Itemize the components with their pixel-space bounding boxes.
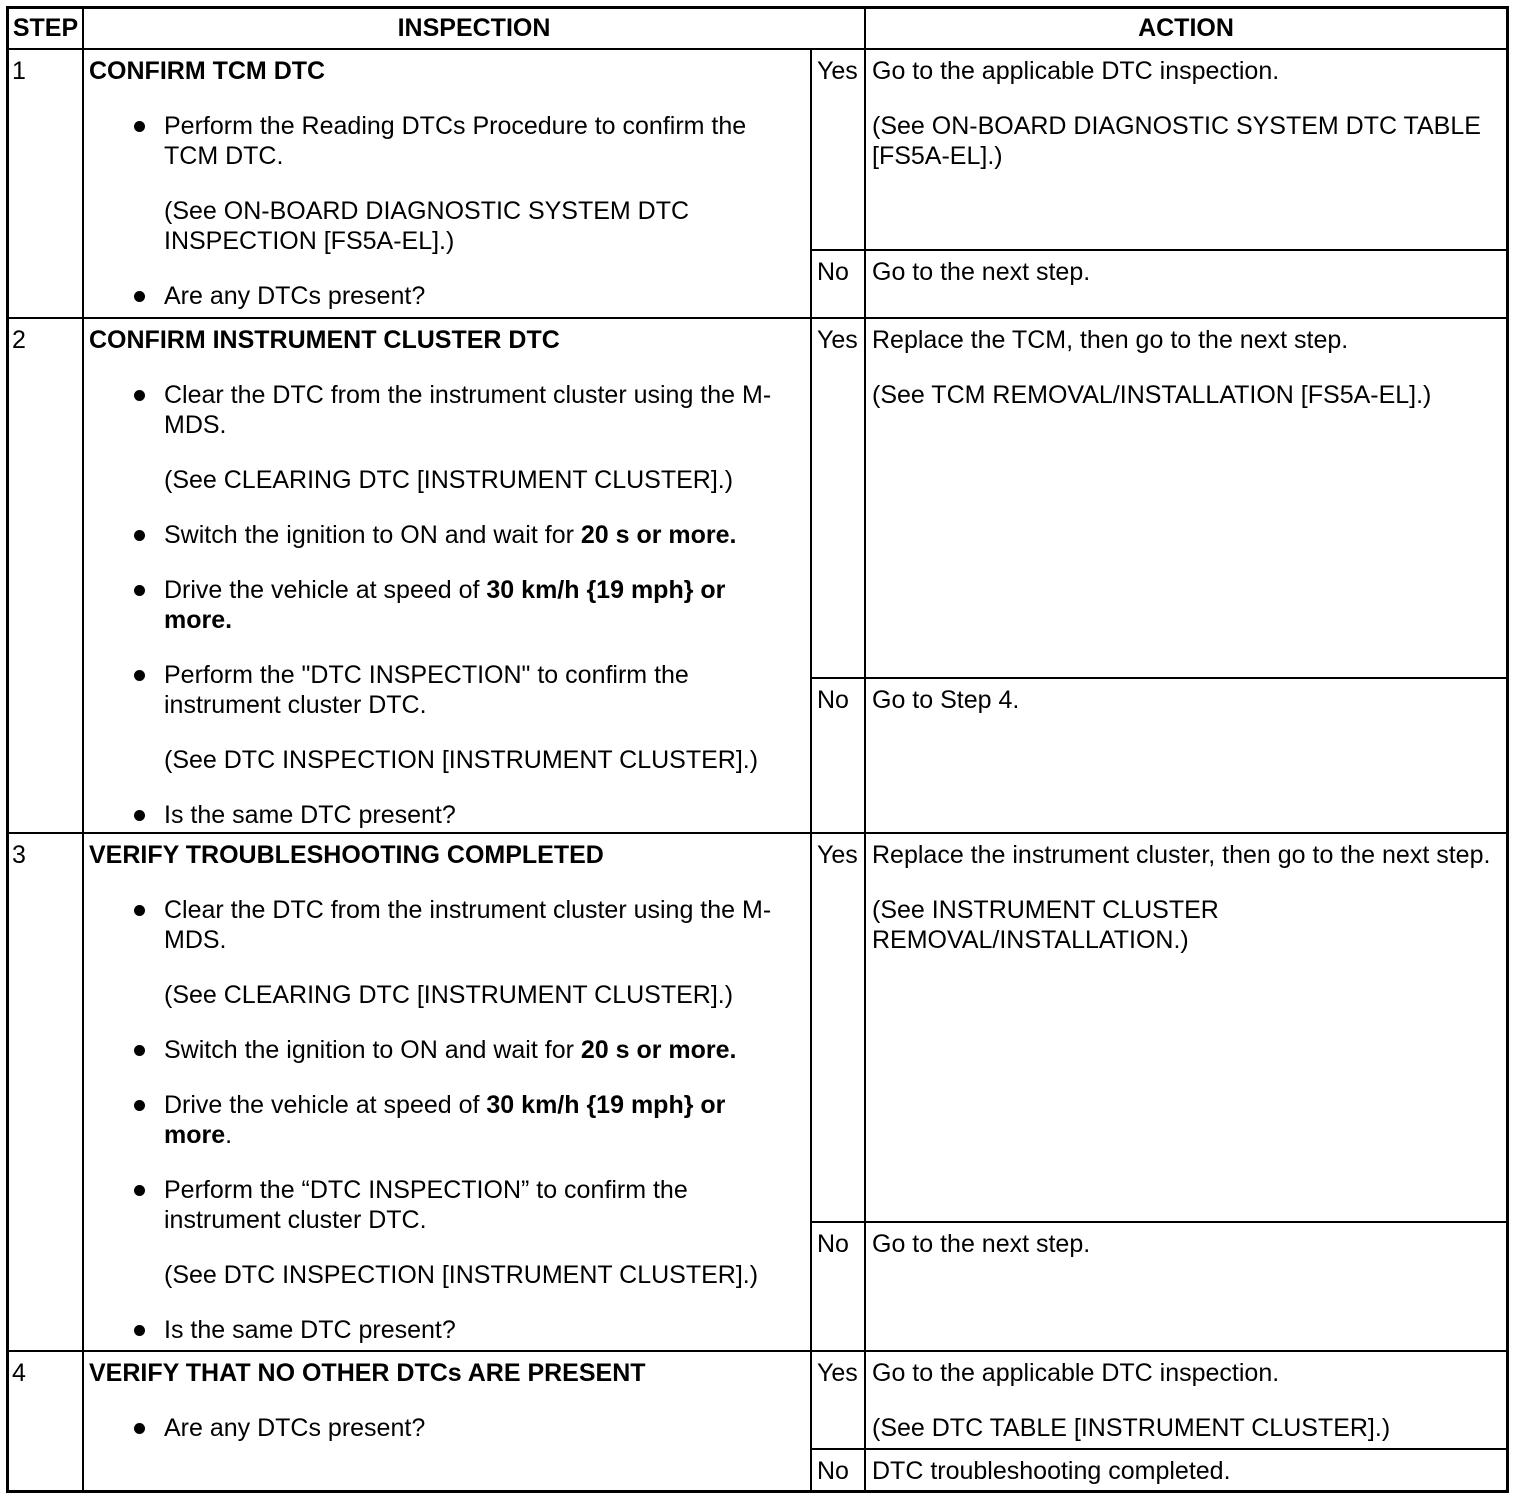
inspection-bullet xyxy=(164,1175,785,1235)
inspection-text: Are any DTCs present? xyxy=(164,1414,426,1442)
inspection-text: Perform the “DTC INSPECTION” to confirm the instrument cluster DTC. xyxy=(164,1176,688,1234)
bullet-icon xyxy=(134,670,145,681)
inspection-bullet xyxy=(164,1035,785,1065)
step-number: 1 xyxy=(12,57,26,85)
inspection-emphasis: 30 km/h {19 mph} or more. xyxy=(164,576,726,634)
bullet-icon xyxy=(134,1045,145,1056)
step-row-2 xyxy=(9,319,1506,832)
no-label: No xyxy=(817,258,849,286)
action-reference: (See TCM REMOVAL/INSTALLATION [FS5A-EL].) xyxy=(872,381,1432,409)
inspection-text: Clear the DTC from the instrument cluster using the M-MDS. xyxy=(164,381,772,439)
yes-label: Yes xyxy=(817,841,858,869)
inspection-emphasis: 20 s or more. xyxy=(580,521,737,549)
inspection-text: Switch the ignition to ON and wait for xyxy=(164,1036,581,1064)
bullet-icon xyxy=(134,905,145,916)
no-label: No xyxy=(817,1457,849,1485)
step-number: 2 xyxy=(12,326,26,354)
step-number: 3 xyxy=(12,841,26,869)
inspection-reference xyxy=(164,196,785,256)
yes-label: Yes xyxy=(817,326,858,354)
step-row-4 xyxy=(9,1352,1506,1490)
action-text: Replace the instrument cluster, then go to the next step. xyxy=(872,841,1491,869)
inspection-title: VERIFY THAT NO OTHER DTCs ARE PRESENT xyxy=(89,1359,646,1387)
inspection-text: Perform the "DTC INSPECTION" to confirm the instrument cluster DTC. xyxy=(164,661,689,719)
yes-label: Yes xyxy=(817,57,858,85)
inspection-title: CONFIRM INSTRUMENT CLUSTER DTC xyxy=(89,326,560,354)
action-text: Go to the applicable DTC inspection. xyxy=(872,57,1280,85)
no-action xyxy=(866,1450,1506,1490)
action-text: Replace the TCM, then go to the next step. xyxy=(872,326,1349,354)
inspection-cell xyxy=(84,50,810,317)
inspection-bullet xyxy=(164,380,785,440)
inspection-cell xyxy=(84,1352,810,1490)
inspection-text: Perform the Reading DTCs Procedure to confirm the TCM DTC. xyxy=(164,112,747,170)
reference-text: (See DTC INSPECTION [INSTRUMENT CLUSTER].) xyxy=(164,1261,759,1289)
bullet-icon xyxy=(134,1100,145,1111)
inspection-bullet xyxy=(164,660,785,720)
action-text: Go to Step 4. xyxy=(872,686,1020,714)
inspection-text: Drive the vehicle at speed of xyxy=(164,1091,487,1119)
no-label: No xyxy=(817,686,849,714)
no-action xyxy=(866,251,1506,317)
bullet-icon xyxy=(134,1325,145,1336)
inspection-text-tail: . xyxy=(225,1121,233,1149)
inspection-text: Clear the DTC from the instrument cluster using the M-MDS. xyxy=(164,896,772,954)
inspection-reference xyxy=(164,980,785,1010)
bullet-icon xyxy=(134,1185,145,1196)
inspection-bullet xyxy=(164,281,785,311)
inspection-reference xyxy=(164,465,785,495)
inspection-bullet xyxy=(164,1090,785,1150)
header-action: ACTION xyxy=(1138,14,1234,42)
action-reference: (See INSTRUMENT CLUSTER REMOVAL/INSTALLATION.) xyxy=(872,896,1219,954)
inspection-emphasis: 30 km/h {19 mph} or more xyxy=(164,1091,726,1149)
inspection-bullet xyxy=(164,1315,785,1345)
inspection-bullet xyxy=(164,520,785,550)
reference-text: (See CLEARING DTC [INSTRUMENT CLUSTER].) xyxy=(164,981,734,1009)
inspection-reference xyxy=(164,1260,785,1290)
inspection-text: Drive the vehicle at speed of xyxy=(164,576,487,604)
inspection-text: Are any DTCs present? xyxy=(164,282,426,310)
bullet-icon xyxy=(134,291,145,302)
bullet-icon xyxy=(134,810,145,821)
bullet-icon xyxy=(134,1423,145,1434)
inspection-cell xyxy=(84,834,810,1350)
inspection-title: VERIFY TROUBLESHOOTING COMPLETED xyxy=(89,841,604,869)
bullet-icon xyxy=(134,121,145,132)
inspection-title: CONFIRM TCM DTC xyxy=(89,57,326,85)
header-inspection: INSPECTION xyxy=(397,14,551,42)
yes-action xyxy=(866,834,1506,1221)
action-text: Go to the next step. xyxy=(872,1230,1091,1258)
action-text: Go to the applicable DTC inspection. xyxy=(872,1359,1280,1387)
inspection-text: Is the same DTC present? xyxy=(164,1316,456,1344)
inspection-bullet xyxy=(164,111,785,171)
inspection-text: Switch the ignition to ON and wait for xyxy=(164,521,581,549)
yes-action xyxy=(866,50,1506,249)
reference-text: (See ON-BOARD DIAGNOSTIC SYSTEM DTC INSPECTION [FS5A-EL].) xyxy=(164,197,690,255)
inspection-bullet xyxy=(164,1413,785,1443)
action-reference: (See ON-BOARD DIAGNOSTIC SYSTEM DTC TABLE [FS5A-EL].) xyxy=(872,112,1481,170)
inspection-reference xyxy=(164,745,785,775)
no-action xyxy=(866,1223,1506,1350)
bullet-icon xyxy=(134,530,145,541)
yes-action xyxy=(866,319,1506,677)
reference-text: (See DTC INSPECTION [INSTRUMENT CLUSTER].) xyxy=(164,746,759,774)
bullet-icon xyxy=(134,585,145,596)
reference-text: (See CLEARING DTC [INSTRUMENT CLUSTER].) xyxy=(164,466,734,494)
no-label: No xyxy=(817,1230,849,1258)
inspection-bullet xyxy=(164,575,785,635)
yes-action xyxy=(866,1352,1506,1448)
yes-label: Yes xyxy=(817,1359,858,1387)
header-step: STEP xyxy=(12,14,79,42)
inspection-bullet xyxy=(164,895,785,955)
action-reference: (See DTC TABLE [INSTRUMENT CLUSTER].) xyxy=(872,1414,1391,1442)
inspection-text: Is the same DTC present? xyxy=(164,801,456,829)
bullet-icon xyxy=(134,390,145,401)
inspection-emphasis: 20 s or more. xyxy=(580,1036,737,1064)
no-action xyxy=(866,679,1506,832)
inspection-bullet xyxy=(164,800,785,830)
action-text: DTC troubleshooting completed. xyxy=(872,1457,1231,1485)
step-number: 4 xyxy=(12,1359,26,1387)
step-row-1 xyxy=(9,50,1506,317)
action-text: Go to the next step. xyxy=(872,258,1091,286)
step-row-3 xyxy=(9,834,1506,1350)
inspection-cell xyxy=(84,319,810,832)
